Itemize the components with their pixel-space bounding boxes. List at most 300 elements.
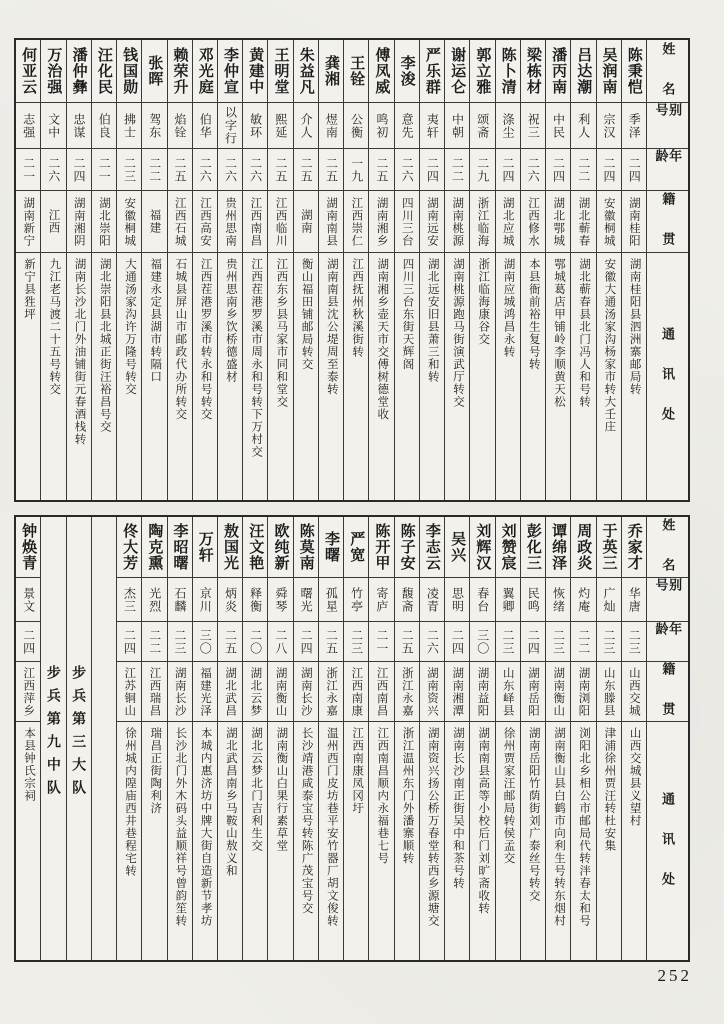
person-age: 二一 (92, 148, 116, 190)
person-age: 二五 (395, 621, 419, 661)
person-alias: 舜琴 (268, 577, 292, 621)
person-address: 湖南应城鸿昌永转 (496, 252, 520, 500)
person-column (192, 40, 217, 500)
person-alias: 灼庵 (571, 577, 595, 621)
person-native-place: 湖南浏阳 (571, 661, 595, 721)
person-column (419, 517, 444, 960)
person-name: 汪文艳 (247, 523, 265, 571)
person-column (596, 517, 621, 960)
header-column (646, 40, 688, 500)
person-alias: 春台 (470, 577, 494, 621)
person-column (394, 517, 419, 960)
empty-column (91, 517, 116, 960)
person-name: 王明堂 (272, 47, 290, 95)
person-age: 二六 (193, 148, 217, 190)
person-address: 瑞昌正街陶利济 (142, 721, 166, 960)
person-column (242, 517, 267, 960)
person-alias: 中民 (546, 102, 570, 148)
person-address: 福建永定县湖市转隔口 (142, 252, 166, 500)
header-label-name: 姓 名 (660, 517, 676, 577)
person-native-place: 湖南长沙 (294, 661, 318, 721)
person-native-place: 江西石城 (168, 190, 192, 252)
person-address: 湖南长沙南正街吴中和茶号转 (445, 721, 469, 960)
roster-table-top (14, 38, 690, 502)
person-address: 江西茬港罗溪市转永和号转交 (193, 252, 217, 500)
person-native-place: 湖南长沙 (168, 661, 192, 721)
person-age: 二二 (142, 621, 166, 661)
person-native-place: 湖南湘潭 (445, 661, 469, 721)
person-column (91, 40, 116, 500)
person-name: 傅凤威 (373, 47, 391, 95)
person-name: 陈开甲 (373, 523, 391, 571)
person-name: 王铨 (348, 55, 366, 87)
person-address: 浙江温州东门外潘寨顺转 (395, 721, 419, 960)
person-age: 二九 (470, 148, 494, 190)
person-native-place: 湖北蕲春 (571, 190, 595, 252)
person-name: 吕达潮 (575, 47, 593, 95)
person-column (318, 517, 343, 960)
person-alias: 伯良 (92, 102, 116, 148)
person-name: 梁栋材 (524, 47, 542, 95)
person-age: 二五 (319, 148, 343, 190)
person-alias: 熙延 (268, 102, 292, 148)
person-address: 长沙靖港咸泰宝号转陈广茂宝号交 (294, 721, 318, 960)
person-name: 龚湘 (322, 55, 340, 87)
person-column (545, 40, 570, 500)
person-native-place: 江西高安 (193, 190, 217, 252)
person-age: 二四 (67, 148, 91, 190)
person-column (242, 40, 267, 500)
person-native-place: 江西南康 (344, 661, 368, 721)
person-name: 何亚云 (20, 47, 38, 95)
person-age: 二八 (268, 621, 292, 661)
person-alias: 竹亭 (344, 577, 368, 621)
person-address: 湖南南县高等小校后门刘旷斋收转 (470, 721, 494, 960)
person-column (469, 517, 494, 960)
person-native-place: 福建光泽 (193, 661, 217, 721)
person-native-place: 湖北应城 (496, 190, 520, 252)
person-native-place: 安徽桐城 (597, 190, 621, 252)
person-native-place: 江西 (41, 190, 65, 252)
person-native-place: 福建 (142, 190, 166, 252)
person-address: 湖南衡山县白鹤市向利生号转东烟村 (546, 721, 570, 960)
roster-table-bottom (14, 515, 690, 962)
person-address: 温州西门皮坊巷平安竹器厂胡文俊转 (319, 721, 343, 960)
person-native-place: 江西临川 (268, 190, 292, 252)
person-name: 陶克熏 (146, 523, 164, 571)
person-column (444, 517, 469, 960)
person-native-place: 山西交城 (622, 661, 646, 721)
person-native-place: 湖南湘阴 (67, 190, 91, 252)
person-name: 敖国光 (222, 523, 240, 571)
person-name: 朱益凡 (297, 47, 315, 95)
person-age: 二四 (496, 148, 520, 190)
person-address: 长沙北门外木码头益顺祥号曾韵笙转 (168, 721, 192, 960)
person-alias: 利人 (571, 102, 595, 148)
person-age: 二六 (521, 148, 545, 190)
person-column (570, 517, 595, 960)
person-address: 津浦徐州贾汪转杜安集 (597, 721, 621, 960)
person-column (267, 40, 292, 500)
person-address: 湖南资兴扬公桥万春堂转西乡源塘交 (420, 721, 444, 960)
person-age: 二五 (268, 148, 292, 190)
empty-cell (92, 517, 116, 960)
person-alias: 意先 (395, 102, 419, 148)
person-name: 黄建中 (247, 47, 265, 95)
header-label-native: 籍 贯 (647, 190, 688, 252)
person-address: 本城内惠济坊中牌大街自造新节孝坊 (193, 721, 217, 960)
person-age: 二四 (597, 148, 621, 190)
person-column (419, 40, 444, 500)
person-native-place: 湖南桂阳 (622, 190, 646, 252)
person-age: 二四 (546, 148, 570, 190)
person-column (318, 40, 343, 500)
person-age: 二六 (41, 148, 65, 190)
person-native-place: 安徽桐城 (117, 190, 141, 252)
person-column (116, 517, 141, 960)
person-alias: 鸣初 (369, 102, 393, 148)
person-column (621, 517, 646, 960)
unit-column (40, 517, 65, 960)
header-label-alias: 别 号 (647, 102, 688, 148)
person-alias: 孤星 (319, 577, 343, 621)
person-native-place: 江西瑞昌 (142, 661, 166, 721)
person-name: 刘辉汉 (474, 523, 492, 571)
person-age: 二五 (218, 621, 242, 661)
person-name: 潘仲彝 (70, 47, 88, 95)
person-column (40, 40, 65, 500)
person-name: 吴兴 (449, 531, 467, 563)
person-native-place: 浙江永嘉 (395, 661, 419, 721)
person-address: 石城县屏山市邮政代办所转交 (168, 252, 192, 500)
person-native-place: 湖南衡山 (546, 661, 570, 721)
person-name: 陈秉恺 (625, 47, 643, 95)
person-age: 三〇 (193, 621, 217, 661)
person-alias: 恢绪 (546, 577, 570, 621)
person-age: 二三 (344, 621, 368, 661)
person-age: 二三 (597, 621, 621, 661)
person-alias: 忠谋 (67, 102, 91, 148)
person-native-place: 四川三台 (395, 190, 419, 252)
person-age: 二三 (168, 621, 192, 661)
person-name: 李浚 (398, 55, 416, 87)
person-native-place: 江西南昌 (369, 661, 393, 721)
person-alias: 思明 (445, 577, 469, 621)
person-address: 江西茬港罗溪市周永和号转下万村交 (243, 252, 267, 500)
person-native-place: 江西修水 (521, 190, 545, 252)
person-address: 湖南岳阳竹荫街刘广泰丝号转交 (521, 721, 545, 960)
person-address: 江西抚州秋溪街转 (344, 252, 368, 500)
person-column (167, 40, 192, 500)
person-name: 万治强 (45, 47, 63, 95)
person-age: 二五 (168, 148, 192, 190)
person-name: 彭化三 (524, 523, 542, 571)
person-alias: 拂士 (117, 102, 141, 148)
person-alias: 文中 (41, 102, 65, 148)
person-name: 李曙 (322, 531, 340, 563)
person-age: 二四 (521, 621, 545, 661)
person-age: 三〇 (470, 621, 494, 661)
person-alias: 敏环 (243, 102, 267, 148)
person-name: 刘赞宸 (499, 523, 517, 571)
person-column (368, 517, 393, 960)
person-alias: 寄庐 (369, 577, 393, 621)
header-label-address: 通 讯 处 (647, 252, 688, 500)
person-age: 二五 (369, 148, 393, 190)
person-column (394, 40, 419, 500)
person-column (141, 517, 166, 960)
person-column (217, 40, 242, 500)
person-age: 二五 (319, 621, 343, 661)
person-native-place: 湖南衡山 (268, 661, 292, 721)
person-column (66, 40, 91, 500)
person-alias: 驾东 (142, 102, 166, 148)
person-address: 江西南昌顺内永福巷七号 (369, 721, 393, 960)
person-age: 二四 (294, 621, 318, 661)
person-address: 湖北蕲春县北门冯人和号转 (571, 252, 595, 500)
person-address: 徐州贾家汪邮局转侯孟交 (496, 721, 520, 960)
person-native-place: 湖南益阳 (470, 661, 494, 721)
person-address: 江西东乡县马家市同和堂交 (268, 252, 292, 500)
person-native-place: 湖南资兴 (420, 661, 444, 721)
person-alias: 焰铨 (168, 102, 192, 148)
person-column (293, 40, 318, 500)
person-column (16, 517, 40, 960)
person-age: 二六 (218, 148, 242, 190)
person-native-place: 湖南 (294, 190, 318, 252)
person-column (368, 40, 393, 500)
header-label-address: 通 讯 处 (647, 721, 688, 960)
person-column (167, 517, 192, 960)
person-alias: 华唐 (622, 577, 646, 621)
person-alias: 释衡 (243, 577, 267, 621)
person-alias: 民鸣 (521, 577, 545, 621)
person-age: 二六 (420, 621, 444, 661)
person-native-place: 湖南湘乡 (369, 190, 393, 252)
person-address: 浏阳北乡相公市邮局代转泮春太和号 (571, 721, 595, 960)
person-name: 于英三 (600, 523, 618, 571)
person-column (495, 517, 520, 960)
person-name: 郭立雅 (474, 47, 492, 95)
person-name: 邓光庭 (196, 47, 214, 95)
person-alias: 以字行 (218, 102, 242, 148)
person-alias: 京川 (193, 577, 217, 621)
person-name: 陈子安 (398, 523, 416, 571)
person-age: 二四 (117, 621, 141, 661)
person-name: 周政炎 (575, 523, 593, 571)
person-name: 乔家才 (625, 523, 643, 571)
person-alias: 广灿 (597, 577, 621, 621)
person-address: 山西交城县义望村 (622, 721, 646, 960)
person-alias: 翼卿 (496, 577, 520, 621)
person-age: 二一 (369, 621, 393, 661)
person-name: 赖荣升 (171, 47, 189, 95)
person-alias: 炳炎 (218, 577, 242, 621)
person-address: 本县钟氏宗祠 (16, 721, 40, 960)
person-address: 湖北武昌南乡马鞍山敖义和 (218, 721, 242, 960)
person-name: 李昭曙 (171, 523, 189, 571)
person-age: 二四 (420, 148, 444, 190)
person-name: 潘丙南 (550, 47, 568, 95)
person-native-place: 江西南昌 (243, 190, 267, 252)
person-native-place: 湖南远安 (420, 190, 444, 252)
person-name: 陈莫南 (297, 523, 315, 571)
page-number: 252 (657, 966, 692, 985)
header-column (646, 517, 688, 960)
person-native-place: 山东峄县 (496, 661, 520, 721)
person-column (116, 40, 141, 500)
person-address: 湖北云梦北门吉利生交 (243, 721, 267, 960)
person-native-place: 浙江临海 (470, 190, 494, 252)
person-alias: 公衡 (344, 102, 368, 148)
person-column (545, 517, 570, 960)
person-name: 严宽 (348, 531, 366, 563)
person-age: 二三 (117, 148, 141, 190)
person-age: 二〇 (243, 621, 267, 661)
person-native-place: 湖北武昌 (218, 661, 242, 721)
person-column (192, 517, 217, 960)
person-name: 谭绵泽 (550, 523, 568, 571)
person-address: 贵州思南乡饮桥德盛材 (218, 252, 242, 500)
person-column (141, 40, 166, 500)
person-native-place: 湖南南县 (319, 190, 343, 252)
person-native-place: 湖南桃源 (445, 190, 469, 252)
person-column (621, 40, 646, 500)
person-age: 二三 (622, 621, 646, 661)
person-name: 钱国勋 (121, 47, 139, 95)
person-name: 钟焕青 (20, 523, 38, 571)
header-label-name: 姓 名 (660, 41, 676, 101)
person-name: 李志云 (423, 523, 441, 571)
person-native-place: 江苏铜山 (117, 661, 141, 721)
person-address: 江西南康凤冈圩 (344, 721, 368, 960)
person-age: 二二 (571, 621, 595, 661)
person-native-place: 湖北崇阳 (92, 190, 116, 252)
person-address: 大通汤家沟许万隆号转交 (117, 252, 141, 500)
person-column (444, 40, 469, 500)
person-name: 严乐群 (423, 47, 441, 95)
person-name: 汪化民 (95, 47, 113, 95)
person-column (343, 40, 368, 500)
person-name: 吴润南 (600, 47, 618, 95)
person-address: 湖南南县沈公堤周至泰转 (319, 252, 343, 500)
person-native-place: 湖北鄂城 (546, 190, 570, 252)
person-alias: 曙光 (294, 577, 318, 621)
unit-label: 步兵第三大队 (71, 665, 88, 803)
person-alias: 中朝 (445, 102, 469, 148)
person-age: 二三 (496, 621, 520, 661)
person-age: 二四 (622, 148, 646, 190)
person-alias: 光烈 (142, 577, 166, 621)
person-address: 四川三台东街天辉阁 (395, 252, 419, 500)
person-address: 浙江临海康谷交 (470, 252, 494, 500)
unit-label: 步兵第九中队 (45, 665, 62, 803)
person-age: 二二 (445, 148, 469, 190)
person-column (217, 517, 242, 960)
person-address: 湖南桃源跑马街演武厅转交 (445, 252, 469, 500)
person-alias: 馥斋 (395, 577, 419, 621)
person-column (267, 517, 292, 960)
person-address: 衡山福田铺邮局转交 (294, 252, 318, 500)
person-age: 一九 (344, 148, 368, 190)
person-age: 二四 (16, 621, 40, 661)
person-age: 二二 (571, 148, 595, 190)
person-native-place: 江西萍乡 (16, 661, 40, 721)
unit-column (66, 517, 91, 960)
person-alias: 季泽 (622, 102, 646, 148)
person-alias: 杰三 (117, 577, 141, 621)
person-age: 二六 (243, 148, 267, 190)
person-native-place: 浙江永嘉 (319, 661, 343, 721)
person-age: 二一 (16, 148, 40, 190)
person-name: 欧纯新 (272, 523, 290, 571)
person-age: 二二 (142, 148, 166, 190)
person-address: 湖南衡山白果行素草堂 (268, 721, 292, 960)
person-column (16, 40, 40, 500)
person-column (293, 517, 318, 960)
person-alias: 煜南 (319, 102, 343, 148)
person-address: 湖南桂阳县泗洲寨邮局转 (622, 252, 646, 500)
person-column (495, 40, 520, 500)
person-alias: 志强 (16, 102, 40, 148)
person-address: 湖南湘乡壶天市交傅树德堂收 (369, 252, 393, 500)
person-column (520, 517, 545, 960)
person-age: 二三 (546, 621, 570, 661)
person-column (469, 40, 494, 500)
person-column (570, 40, 595, 500)
person-name: 万轩 (196, 531, 214, 563)
person-alias: 夷轩 (420, 102, 444, 148)
person-native-place: 江西崇仁 (344, 190, 368, 252)
person-alias: 宗汉 (597, 102, 621, 148)
person-alias: 石麟 (168, 577, 192, 621)
person-native-place: 湖南新宁 (16, 190, 40, 252)
person-native-place: 山东滕县 (597, 661, 621, 721)
person-address: 湖北远安旧县萧三和转 (420, 252, 444, 500)
person-name: 谢运仑 (449, 47, 467, 95)
person-address: 鄂城葛店甲铺岭李顺黄天松 (546, 252, 570, 500)
person-age: 二六 (395, 148, 419, 190)
person-column (343, 517, 368, 960)
person-address: 徐州城内隍庙西井巷程宅转 (117, 721, 141, 960)
person-native-place: 贵州思南 (218, 190, 242, 252)
person-native-place: 湖南岳阳 (521, 661, 545, 721)
person-alias: 景文 (16, 577, 40, 621)
person-name: 李仲宣 (222, 47, 240, 95)
person-address: 湖南长沙北门外油铺街元春酒栈转 (67, 252, 91, 500)
person-alias: 介人 (294, 102, 318, 148)
person-column (520, 40, 545, 500)
person-alias: 凌青 (420, 577, 444, 621)
person-name: 陈卜清 (499, 47, 517, 95)
person-address: 湖北崇阳县北城正街汪裕昌号交 (92, 252, 116, 500)
header-label-age: 年 龄 (647, 148, 688, 190)
person-address: 本县衙前裕生复号转 (521, 252, 545, 500)
header-label-native: 籍 贯 (647, 661, 688, 721)
person-address: 九江老马渡二十五号转交 (41, 252, 65, 500)
person-alias: 伯华 (193, 102, 217, 148)
person-age: 二四 (445, 621, 469, 661)
person-alias: 颂斋 (470, 102, 494, 148)
header-label-alias: 别 号 (647, 577, 688, 621)
person-alias: 涤尘 (496, 102, 520, 148)
person-native-place: 湖北云梦 (243, 661, 267, 721)
person-column (596, 40, 621, 500)
person-address: 安徽大通汤家沟杨家市转大壬庄 (597, 252, 621, 500)
person-alias: 祝三 (521, 102, 545, 148)
header-label-age: 年 龄 (647, 621, 688, 661)
person-name: 佟大芳 (121, 523, 139, 571)
